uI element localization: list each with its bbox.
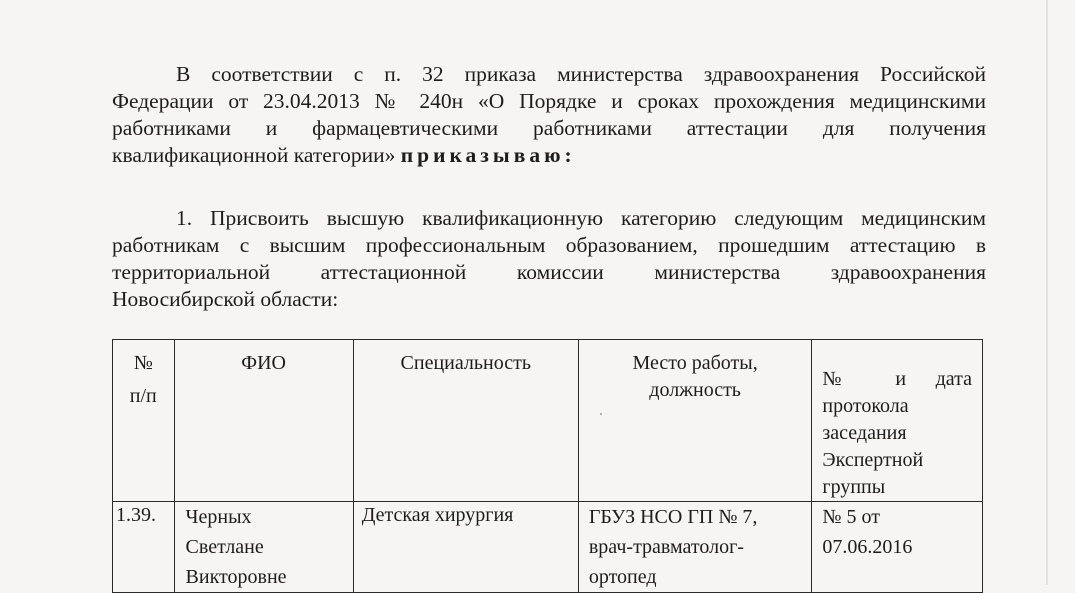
header-protocol-line-1: № и дата [822,368,972,390]
item-1-line-3: территориальной аттестационной комиссии министерства здравоохранения [112,260,986,284]
row-fio-line-3: Викторовне [185,566,287,588]
preamble-line-2: Федерации от 23.04.2013 № 240н «О Порядке и сроках прохождения медицинскими [112,89,986,113]
preamble-line-1: В соответствии с п. 32 приказа министерства здравоохранения Российской [176,62,986,86]
preamble-paragraph [112,61,986,169]
staff-table [112,339,983,593]
item-1-line-2: работникам с высшим профессиональным образованием, прошедшим аттестацию в [112,233,986,257]
order-word: приказываю: [400,143,576,167]
header-protocol [812,340,983,502]
row-specialty: Детская хирургия [353,502,578,593]
row-fio-line-1: Черных [185,506,252,528]
header-protocol-line-4: Экспертной [822,449,924,471]
header-workplace-line-2: должность [649,379,741,401]
header-protocol-line-2: протокола [822,395,909,417]
row-protocol [812,502,983,593]
header-protocol-line-5: группы [822,476,886,498]
header-num-line-1: № [133,352,153,374]
row-num: 1.39. [113,502,175,593]
header-specialty: Специальность [353,340,578,502]
row-workplace [578,502,812,593]
item-1-line-4: Новосибирской области: [112,287,339,311]
table-row [113,502,983,593]
row-protocol-line-1: № 5 от [822,506,880,528]
header-num [113,340,175,502]
row-protocol-line-2: 07.06.2016 [822,536,913,558]
item-1-line-1: 1. Присвоить высшую квалификационную категорию следующим медицинским [176,206,986,230]
row-workplace-line-3: ортопед [588,566,657,588]
header-workplace [578,340,812,502]
row-fio [174,502,353,593]
row-workplace-line-1: ГБУЗ НСО ГП № 7, [588,506,758,528]
preamble-line-4-text: квалификационной категории» [112,143,396,167]
header-num-line-2: п/п [129,385,157,407]
header-workplace-line-1: Место работы, [632,352,758,374]
header-fio: ФИО [174,340,353,502]
preamble-line-3: работниками и фармацевтическими работниками аттестации для получения [112,116,986,140]
table-header-row [113,340,983,502]
row-fio-line-2: Светлане [185,536,264,558]
row-workplace-line-2: врач-травматолог- [588,536,744,558]
header-protocol-line-3: заседания [822,422,907,444]
page-edge-shadow [1046,0,1048,585]
item-1-paragraph [112,205,986,313]
preamble-line-4 [112,142,986,169]
